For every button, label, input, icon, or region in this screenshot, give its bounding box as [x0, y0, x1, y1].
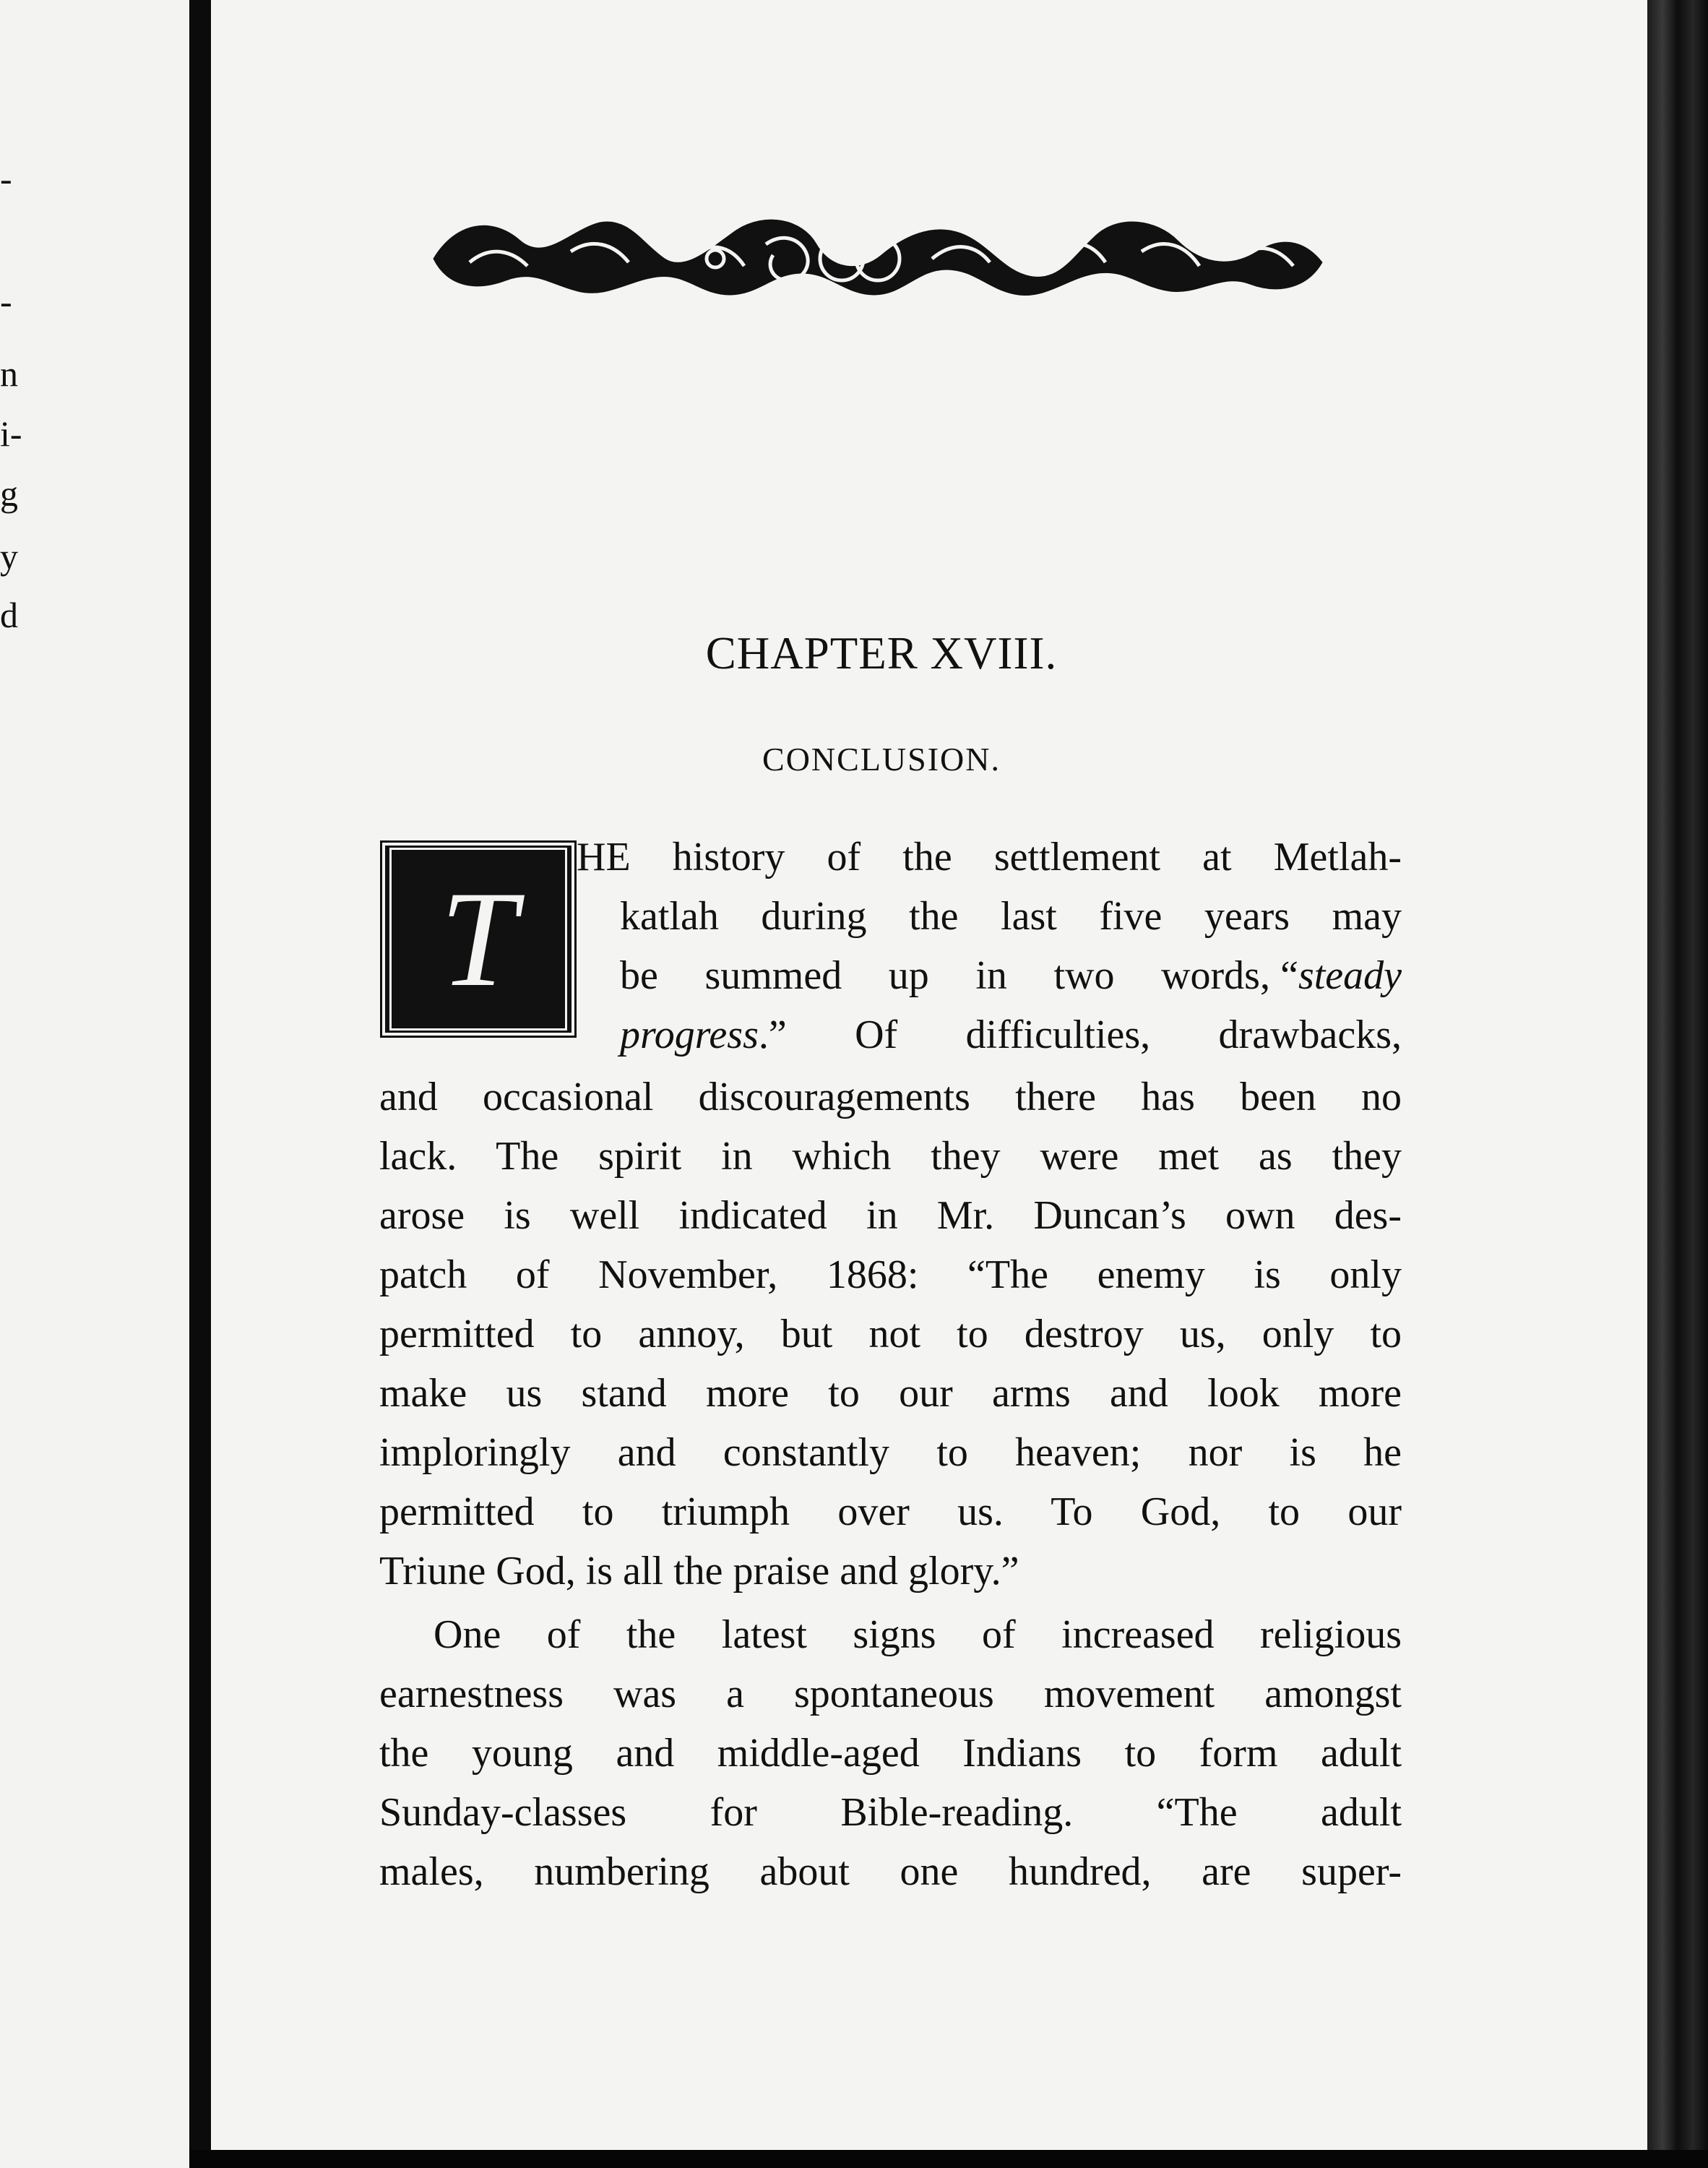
- section-title: CONCLUSION.: [762, 741, 1001, 778]
- facing-page-edge: [0, 0, 189, 2168]
- facing-page-fragment: g: [0, 473, 18, 514]
- line-continuation: .” Of difficulties, drawbacks,: [758, 1012, 1402, 1057]
- headpiece-ornament: [426, 201, 1328, 309]
- text-line: imploringly and constantly to heaven; nor is he: [379, 1430, 1402, 1475]
- text-line: One of the latest signs of increased religious: [434, 1612, 1402, 1657]
- facing-page-fragment: -: [0, 281, 12, 322]
- text-line: males, numbering about one hundred, are super-: [379, 1849, 1402, 1894]
- text-line: [620, 1012, 1402, 1057]
- text-line: Sunday-classes for Bible-reading. “The adult: [379, 1790, 1402, 1835]
- text-line: be summed up in two words, “steady: [620, 953, 1402, 998]
- page-stack-edge: [1647, 0, 1708, 2168]
- text-line: permitted to annoy, but not to destroy us, only to: [379, 1312, 1402, 1356]
- chapter-title: CHAPTER XVIII.: [705, 628, 1058, 679]
- facing-page-fragment: n: [0, 353, 18, 394]
- text-line: Triune God, is all the praise and glory.”: [379, 1549, 1019, 1593]
- facing-page-fragment: d: [0, 595, 18, 635]
- text-line: the young and middle-aged Indians to form adult: [379, 1731, 1402, 1776]
- text-line: permitted to triumph over us. To God, to our: [379, 1489, 1402, 1534]
- drop-cap-letter: T: [389, 848, 567, 1031]
- book-gutter: [189, 0, 211, 2168]
- text-line: and occasional discouragements there has been no: [379, 1075, 1402, 1119]
- facing-page-fragment: y: [0, 536, 18, 577]
- facing-page-fragment: i-: [0, 413, 22, 454]
- facing-page-fragment: -: [0, 158, 12, 199]
- text-line: katlah during the last five years may: [620, 894, 1402, 939]
- emphasis-progress: progress: [620, 1012, 759, 1057]
- text-line: arose is well indicated in Mr. Duncan’s own des-: [379, 1193, 1402, 1238]
- text-line: make us stand more to our arms and look more: [379, 1371, 1402, 1416]
- text-line: lack. The spirit in which they were met as they: [379, 1134, 1402, 1179]
- text-line: earnestness was a spontaneous movement amongst: [379, 1672, 1402, 1716]
- scan-bottom-border: [189, 2150, 1708, 2168]
- emphasis-steady: steady: [1298, 953, 1402, 998]
- text-line: patch of November, 1868: “The enemy is only: [379, 1252, 1402, 1297]
- text-line: HE history of the settlement at Metlah-: [577, 835, 1402, 879]
- drop-cap-initial: [385, 846, 572, 1033]
